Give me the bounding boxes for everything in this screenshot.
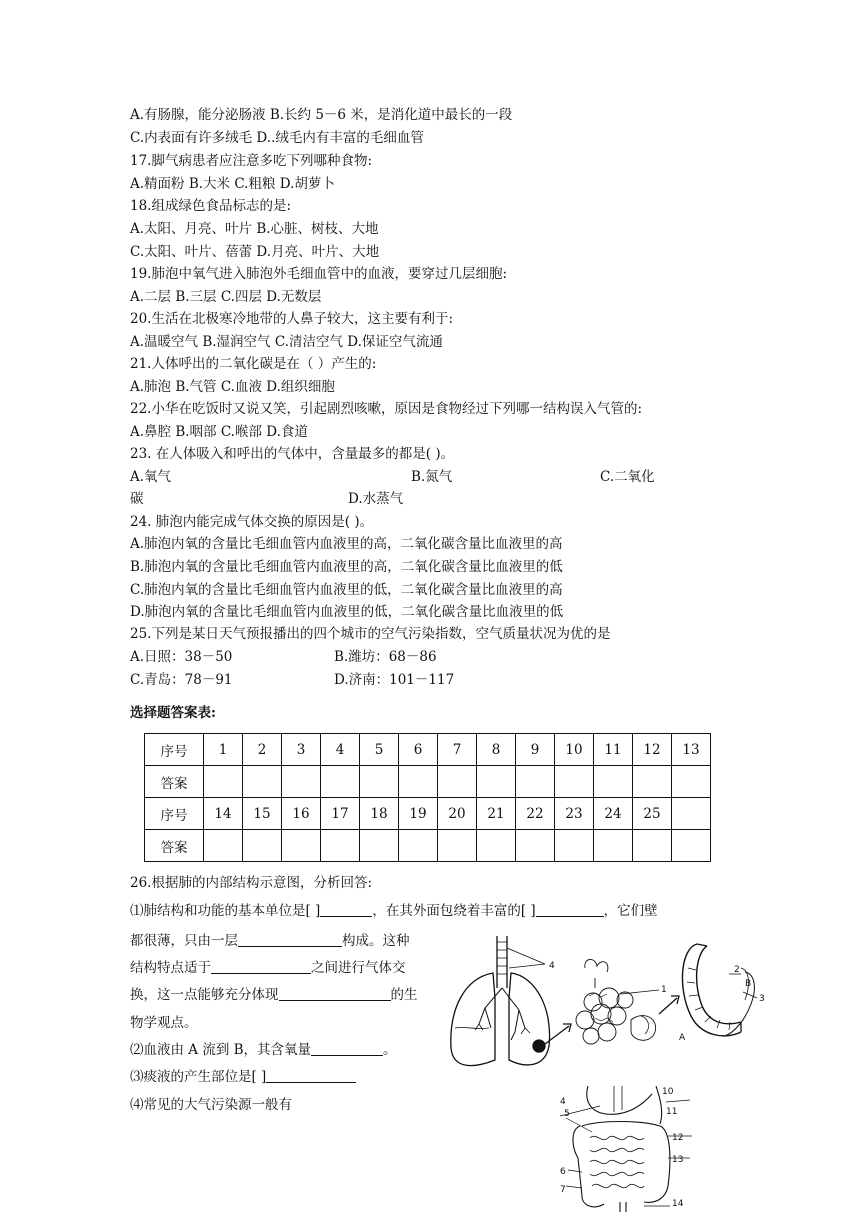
- number-cell: 4: [321, 734, 360, 766]
- blank-surrounding-structure[interactable]: [536, 902, 604, 917]
- answer-cell[interactable]: [360, 830, 399, 862]
- blank-phlegm-location[interactable]: [266, 1068, 356, 1083]
- q25-stem: 25.下列是某日天气预报播出的四个城市的空气污染指数，空气质量状况为优的是: [130, 626, 611, 642]
- q16-options-line2: C.内表面有许多绒毛 D..绒毛内有丰富的毛细血管: [130, 130, 424, 146]
- answer-cell[interactable]: [672, 830, 711, 862]
- q24-option-a: A.肺泡内氧的含量比毛细血管内血液里的高，二氧化碳含量比血液里的高: [130, 536, 563, 552]
- q19-options: A.二层 B.三层 C.四层 D.无数层: [130, 289, 322, 305]
- number-cell: 15: [243, 798, 282, 830]
- label-6: 6: [560, 1167, 566, 1177]
- blank-gas-exchange-between[interactable]: [211, 959, 311, 974]
- answer-cell[interactable]: [594, 766, 633, 798]
- answer-cell[interactable]: [282, 766, 321, 798]
- q26-part1-text-a: ⑴肺结构和功能的基本单位是[ ]: [130, 903, 321, 919]
- label-12: 12: [672, 1133, 684, 1143]
- number-cell: 12: [633, 734, 672, 766]
- q26-part2: [130, 1041, 397, 1059]
- number-cell: 23: [555, 798, 594, 830]
- answer-cell[interactable]: [399, 830, 438, 862]
- number-cell: 5: [360, 734, 399, 766]
- answer-table-row-numbers-1: [145, 734, 711, 766]
- q18-options-line1: A.太阳、月亮、叶片 B.心脏、树枝、大地: [130, 221, 379, 237]
- answer-cell[interactable]: [633, 766, 672, 798]
- answer-cell[interactable]: [477, 830, 516, 862]
- q26-part1-text-b: ，在其外面包绕着丰富的[ ]: [372, 903, 536, 919]
- number-cell: 16: [282, 798, 321, 830]
- q26-stem: 26.根据肺的内部结构示意图，分析回答:: [130, 875, 373, 891]
- q26-part3: [130, 1068, 356, 1086]
- number-cell: 13: [672, 734, 711, 766]
- q23-option-b: B.氮气: [411, 469, 453, 485]
- q24-option-c: C.肺泡内氧的含量比毛细血管内血液里的低，二氧化碳含量比血液里的高: [130, 582, 563, 598]
- q26-part1-text-e: 构成。这种: [342, 933, 410, 949]
- blank-basic-unit[interactable]: [320, 902, 372, 917]
- row-label-answer: 答案: [145, 830, 204, 862]
- answer-cell[interactable]: [204, 766, 243, 798]
- q16-options-line1: A.有肠腺，能分泌肠液 B.长约 5－6 米，是消化道中最长的一段: [130, 107, 513, 123]
- number-cell: [672, 798, 711, 830]
- answer-table-title: 选择题答案表:: [130, 705, 216, 721]
- q21-stem: 21.人体呼出的二氧化碳是在（ ）产生的:: [130, 356, 377, 372]
- answer-cell[interactable]: [204, 830, 243, 862]
- number-cell: 6: [399, 734, 438, 766]
- number-cell: 14: [204, 798, 243, 830]
- q23-option-a: A.氧气: [130, 469, 172, 485]
- number-cell: 19: [399, 798, 438, 830]
- label-3: 3: [759, 994, 765, 1004]
- q24-stem: 24. 肺泡内能完成气体交换的原因是( )。: [130, 514, 374, 530]
- q25-option-d: D.济南：101－117: [334, 672, 455, 688]
- q26-part2-text-a: ⑵血液由 A 流到 B，其含氧量: [130, 1042, 312, 1058]
- answer-cell[interactable]: [321, 830, 360, 862]
- label-4-digestive: 4: [560, 1097, 566, 1107]
- number-cell: 8: [477, 734, 516, 766]
- q22-options: A.鼻腔 B.咽部 C.喉部 D.食道: [130, 424, 308, 440]
- q23-option-d: D.水蒸气: [348, 491, 404, 507]
- q26-part1-text-c: ，它们壁: [603, 903, 658, 919]
- number-cell: 9: [516, 734, 555, 766]
- number-cell: 18: [360, 798, 399, 830]
- q24-option-b: B.肺泡内氧的含量比毛细血管内血液里的高，二氧化碳含量比血液里的低: [130, 559, 563, 575]
- q26-part1-text-i: 的生: [390, 987, 418, 1003]
- q25-option-a: A.日照：38－50: [130, 649, 233, 665]
- q23-option-c-continued: 碳: [130, 491, 144, 507]
- label-7: 7: [560, 1185, 566, 1195]
- label-11: 11: [666, 1107, 678, 1117]
- q26-part1-line2: [130, 932, 410, 950]
- label-a: A: [679, 1033, 686, 1043]
- number-cell: 10: [555, 734, 594, 766]
- q23-stem: 23. 在人体吸入和呼出的气体中，含量最多的都是( )。: [130, 446, 455, 462]
- answer-cell[interactable]: [438, 830, 477, 862]
- label-b: B: [745, 979, 752, 989]
- q26-part1-line4: [130, 986, 418, 1004]
- number-cell: 17: [321, 798, 360, 830]
- answer-cell[interactable]: [594, 830, 633, 862]
- label-5: 5: [564, 1109, 570, 1119]
- q26-part1-text-g: 之间进行气体交: [311, 960, 406, 976]
- q20-stem: 20.生活在北极寒冷地带的人鼻子较大，这主要有利于:: [130, 311, 454, 327]
- q20-options: A.温暖空气 B.湿润空气 C.清洁空气 D.保证空气流通: [130, 334, 443, 350]
- q25-option-b: B.潍坊：68－86: [334, 649, 437, 665]
- answer-table: [144, 733, 711, 862]
- number-cell: 3: [282, 734, 321, 766]
- q26-part3-text: ⑶痰液的产生部位是[ ]: [130, 1069, 267, 1085]
- row-label-answer: 答案: [145, 766, 204, 798]
- q26-part1-line5: 物学观点。: [130, 1015, 198, 1031]
- label-2: 2: [734, 965, 740, 975]
- number-cell: 11: [594, 734, 633, 766]
- label-1: 1: [661, 985, 667, 995]
- answer-cell[interactable]: [360, 766, 399, 798]
- answer-cell[interactable]: [399, 766, 438, 798]
- answer-cell[interactable]: [555, 766, 594, 798]
- answer-cell[interactable]: [516, 830, 555, 862]
- q18-stem: 18.组成绿色食品标志的是:: [130, 198, 292, 214]
- number-cell: 20: [438, 798, 477, 830]
- answer-table-row-answers-2: [145, 830, 711, 862]
- answer-table-row-answers-1: [145, 766, 711, 798]
- q26-part1-text-f: 结构特点适于: [130, 960, 211, 976]
- blank-cell-layer[interactable]: [238, 932, 342, 947]
- digestive-system-figure: [560, 1086, 700, 1212]
- answer-cell[interactable]: [555, 830, 594, 862]
- q26-part4: ⑷常见的大气污染源一般有: [130, 1097, 292, 1113]
- blank-oxygen-content[interactable]: [311, 1041, 383, 1056]
- answer-cell[interactable]: [438, 766, 477, 798]
- q17-stem: 17.脚气病患者应注意多吃下列哪种食物:: [130, 153, 373, 169]
- q26-part1-line1: [130, 902, 658, 920]
- label-4: 4: [549, 961, 555, 971]
- lung-structure-figure: [445, 928, 775, 1078]
- q26-part1-line3: [130, 959, 406, 977]
- q23-option-c: C.二氧化: [600, 469, 655, 485]
- q22-stem: 22.小华在吃饭时又说又笑，引起剧烈咳嗽，原因是食物经过下列哪一结构误入气管的:: [130, 401, 643, 417]
- row-label-number: 序号: [145, 798, 204, 830]
- label-14: 14: [672, 1199, 684, 1209]
- answer-cell[interactable]: [243, 766, 282, 798]
- q21-options: A.肺泡 B.气管 C.血液 D.组织细胞: [130, 379, 335, 395]
- label-13: 13: [672, 1155, 684, 1165]
- row-label-number: 序号: [145, 734, 204, 766]
- number-cell: 2: [243, 734, 282, 766]
- answer-cell[interactable]: [672, 766, 711, 798]
- answer-cell[interactable]: [516, 766, 555, 798]
- q18-options-line2: C.太阳、叶片、蓓蕾 D.月亮、叶片、大地: [130, 244, 380, 260]
- q19-stem: 19.肺泡中氧气进入肺泡外毛细血管中的血液，要穿过几层细胞:: [130, 266, 508, 282]
- q26-part1-text-d: 都很薄，只由一层: [130, 933, 238, 949]
- number-cell: 22: [516, 798, 555, 830]
- q25-option-c: C.青岛：78－91: [130, 672, 233, 688]
- number-cell: 24: [594, 798, 633, 830]
- answer-cell[interactable]: [477, 766, 516, 798]
- answer-cell[interactable]: [633, 830, 672, 862]
- q17-options: A.精面粉 B.大米 C.粗粮 D.胡萝卜: [130, 176, 335, 192]
- answer-table-row-numbers-2: [145, 798, 711, 830]
- answer-cell[interactable]: [282, 830, 321, 862]
- q26-part2-text-b: 。: [383, 1042, 397, 1058]
- q26-part1-text-h: 换，这一点能够充分体现: [130, 987, 279, 1003]
- answer-cell[interactable]: [243, 830, 282, 862]
- label-10: 10: [662, 1087, 674, 1097]
- number-cell: 1: [204, 734, 243, 766]
- q24-option-d: D.肺泡内氧的含量比毛细血管内血液里的低，二氧化碳含量比血液里的低: [130, 604, 564, 620]
- answer-cell[interactable]: [321, 766, 360, 798]
- number-cell: 25: [633, 798, 672, 830]
- number-cell: 7: [438, 734, 477, 766]
- blank-biology-viewpoint[interactable]: [279, 986, 391, 1001]
- number-cell: 21: [477, 798, 516, 830]
